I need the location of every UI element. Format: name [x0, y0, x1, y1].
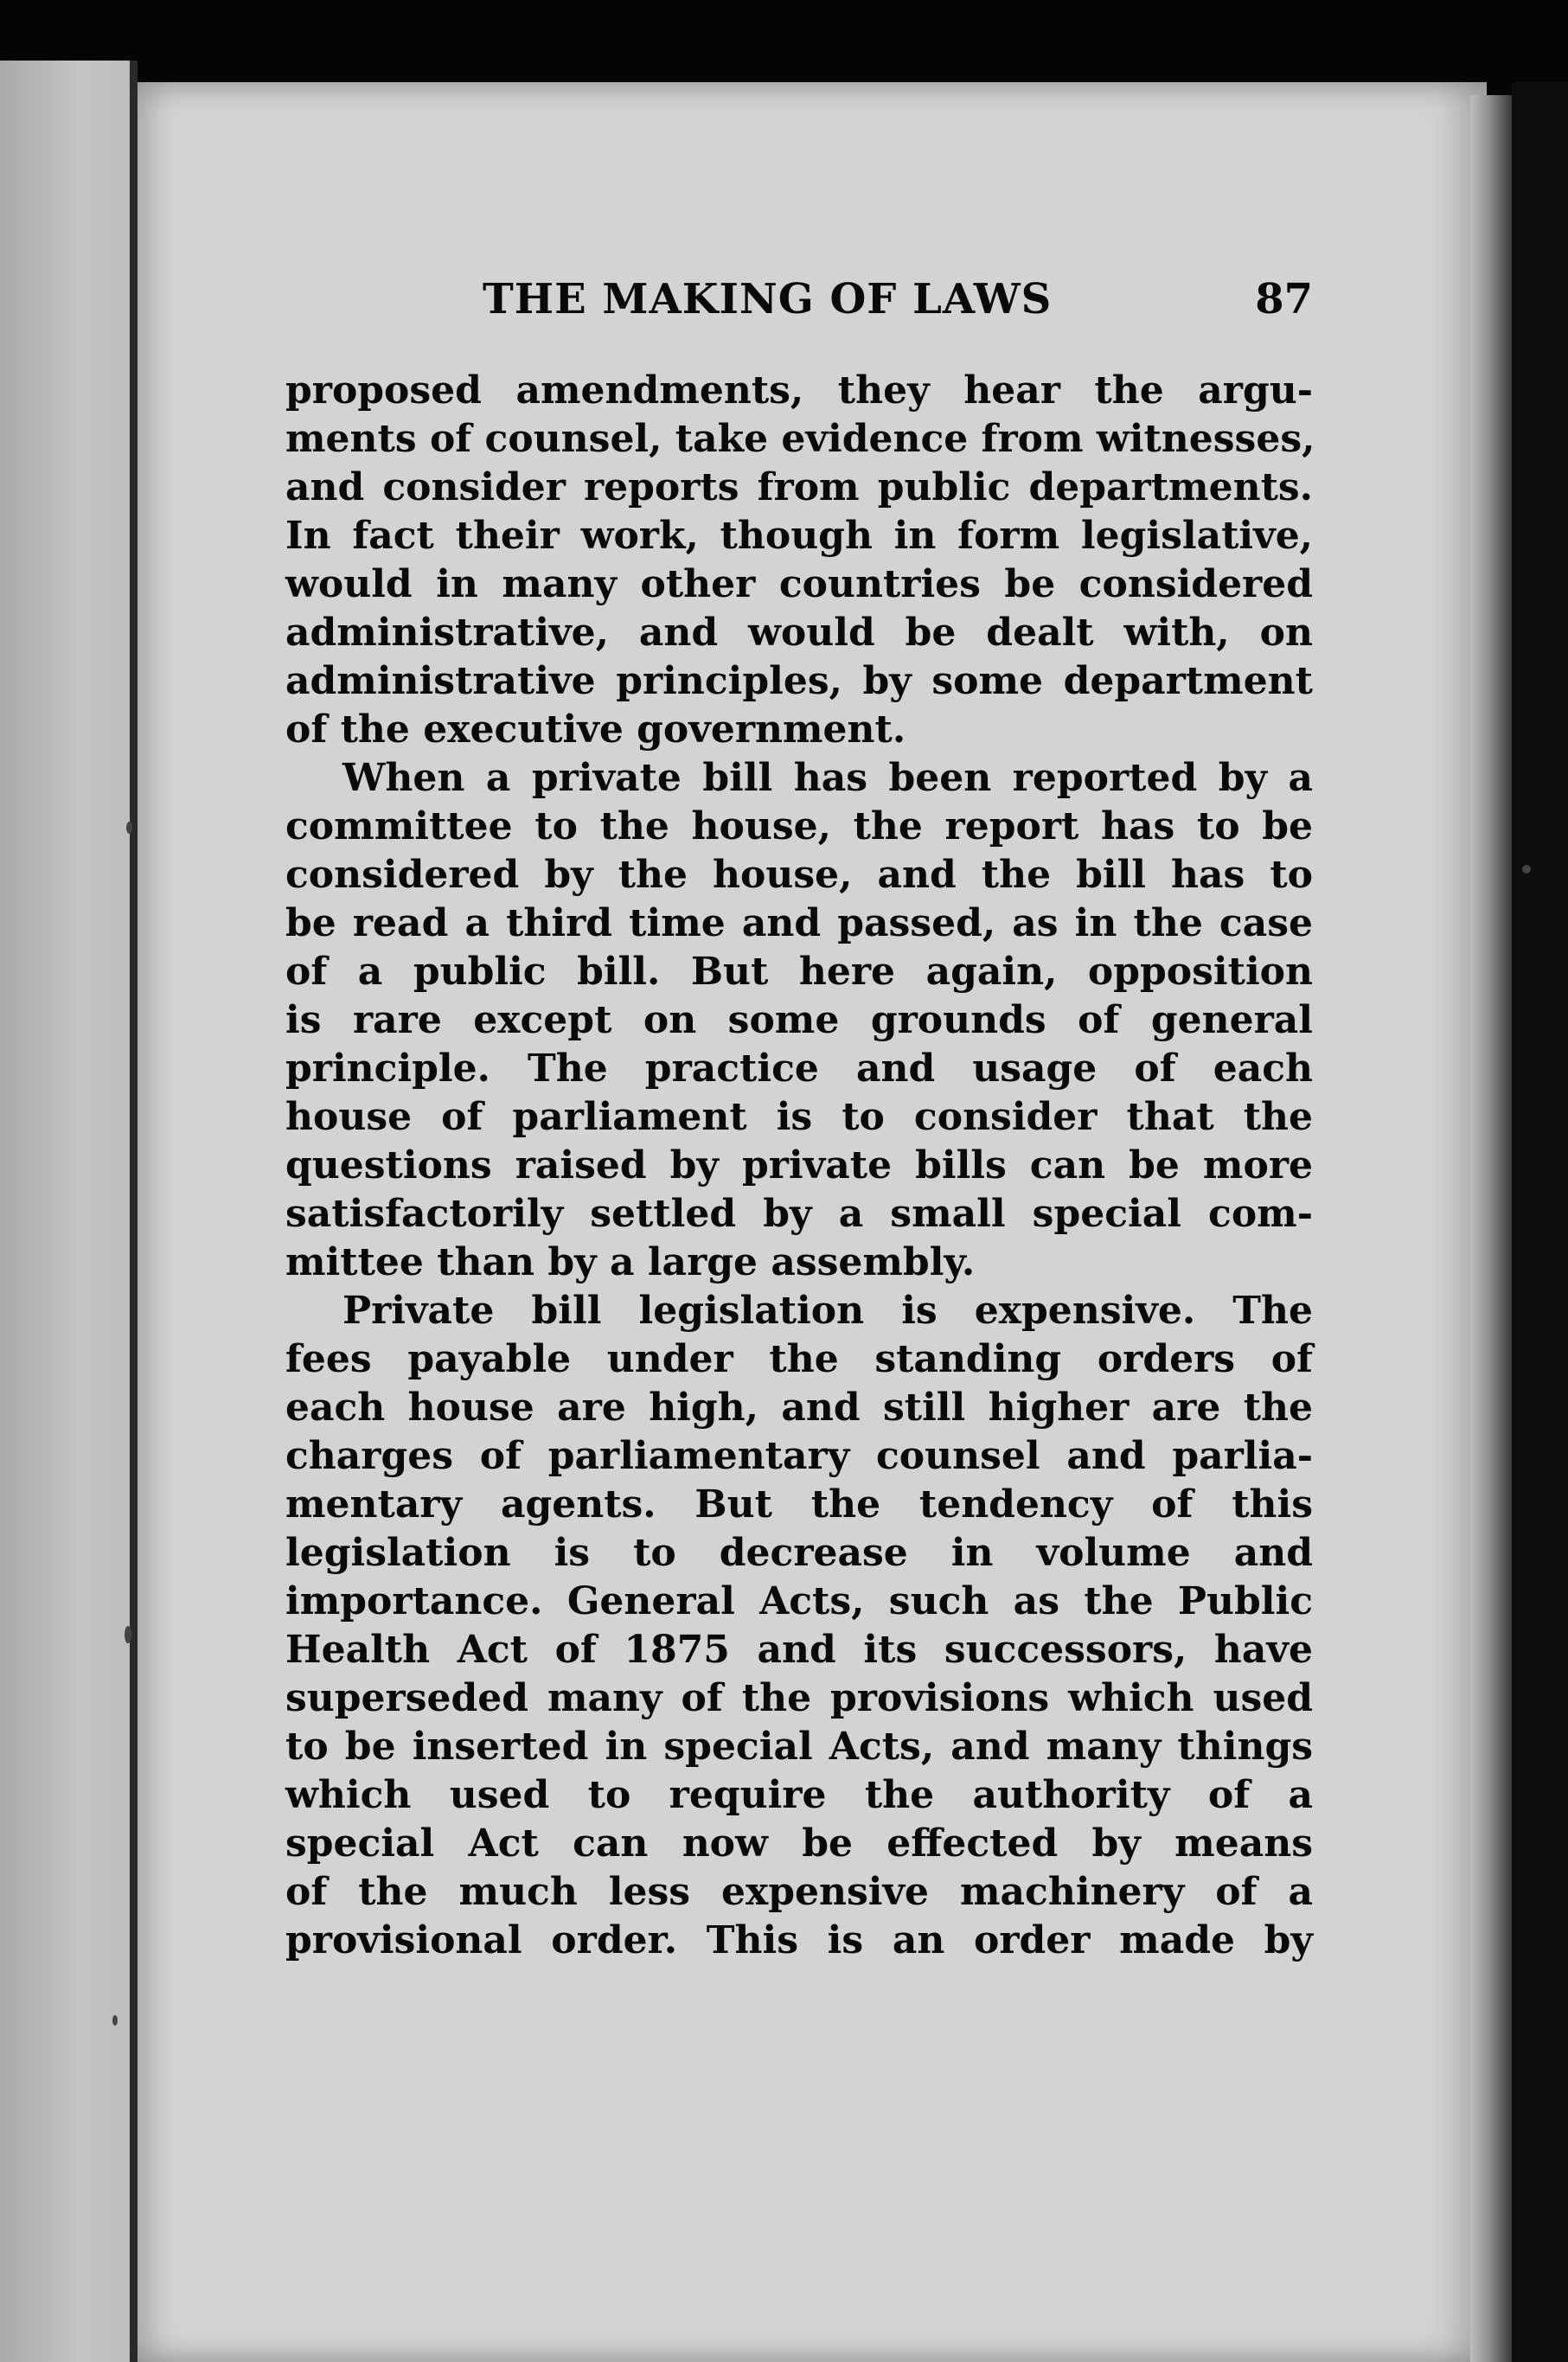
- paragraph-1: [285, 367, 1313, 754]
- page-number: 87: [1255, 275, 1313, 323]
- text-line: Private bill legislation is expensive. The: [342, 1289, 1313, 1333]
- text-line: be read a third time and passed, as in the case: [285, 901, 1313, 945]
- text-line: Health Act of 1875 and its successors, have: [285, 1628, 1313, 1672]
- text-line: would in many other countries be considered: [285, 562, 1313, 606]
- text-line: is rare except on some grounds of general: [285, 998, 1313, 1042]
- text-line: In fact their work, though in form legislative,: [285, 514, 1313, 558]
- text-line: of the much less expensive machinery of a: [285, 1870, 1313, 1914]
- text-line: mentary agents. But the tendency of this: [285, 1482, 1313, 1527]
- text-line: ments of counsel, take evidence from witnesses,: [285, 417, 1315, 461]
- previous-page-edge: [0, 61, 130, 2362]
- text-line: of the executive government.: [285, 707, 906, 752]
- scan-speck: [1522, 865, 1531, 874]
- text-line: mittee than by a large assembly.: [285, 1240, 976, 1284]
- body-text: [285, 367, 1313, 1965]
- text-line: provisional order. This is an order made by: [285, 1918, 1313, 1962]
- text-line: considered by the house, and the bill has to: [285, 853, 1313, 897]
- text-line: superseded many of the provisions which used: [285, 1676, 1313, 1720]
- running-title: THE MAKING OF LAWS: [483, 275, 1053, 323]
- text-line: which used to require the authority of a: [285, 1773, 1313, 1817]
- book-gutter: [130, 61, 138, 2362]
- text-line: committee to the house, the report has to be: [285, 804, 1313, 848]
- text-line: questions raised by private bills can be more: [285, 1143, 1313, 1187]
- text-line: administrative principles, by some department: [285, 659, 1313, 703]
- text-line: When a private bill has been reported by a: [342, 756, 1313, 800]
- text-line: importance. General Acts, such as the Public: [285, 1579, 1313, 1623]
- text-line: special Act can now be effected by means: [285, 1821, 1313, 1866]
- text-line: house of parliament is to consider that the: [285, 1095, 1313, 1139]
- paragraph-3: [285, 1287, 1313, 1965]
- scan-speck: [125, 1626, 131, 1643]
- text-line: legislation is to decrease in volume and: [285, 1531, 1313, 1575]
- scan-background: [1512, 82, 1568, 2362]
- text-line: fees payable under the standing orders of: [285, 1337, 1313, 1381]
- text-line: administrative, and would be dealt with, on: [285, 611, 1313, 655]
- text-line: each house are high, and still higher are the: [285, 1386, 1313, 1430]
- text-line: charges of parliamentary counsel and parlia-: [285, 1434, 1313, 1478]
- scan-speck: [112, 2015, 118, 2026]
- text-line: of a public bill. But here again, opposition: [285, 950, 1313, 994]
- text-line: and consider reports from public departments.: [285, 465, 1313, 509]
- text-line: satisfactorily settled by a small special com-: [285, 1192, 1313, 1236]
- text-line: proposed amendments, they hear the argu-: [285, 368, 1313, 413]
- paragraph-2: [285, 754, 1313, 1287]
- scan-speck: [126, 822, 132, 834]
- text-line: to be inserted in special Acts, and many things: [285, 1725, 1313, 1769]
- page-header: [483, 275, 1313, 344]
- page-edge-shadow: [1470, 95, 1512, 2362]
- text-line: principle. The practice and usage of each: [285, 1047, 1313, 1091]
